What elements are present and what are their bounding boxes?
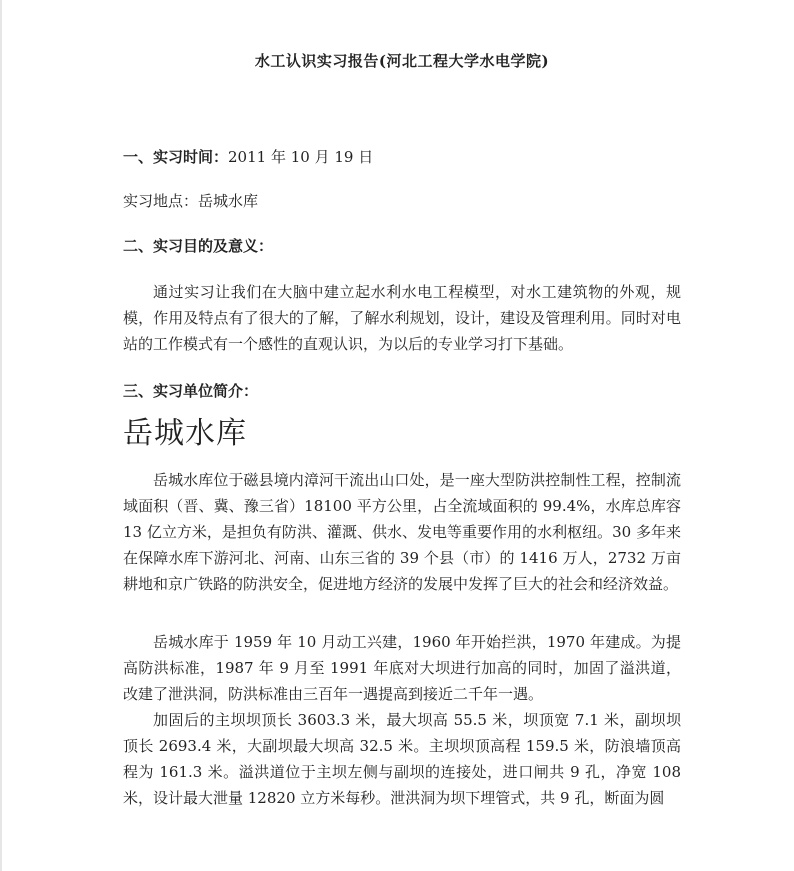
section3-heading: 三、实习单位简介： <box>123 382 259 400</box>
purpose-paragraph: 通过实习让我们在大脑中建立起水利水电工程模型，对水工建筑物的外观，规模，作用及特点有了很大的了解，了解水利规划，设计，建设及管理利用。同时对电站的工作模式有一个感性的直观认识，为以后的专业学习打下基础。 <box>123 283 681 353</box>
practice-location-line <box>123 190 258 211</box>
page-left-border <box>0 0 2 871</box>
practice-time-line <box>123 146 373 167</box>
intro-paragraph-2: 岳城水库于 1959 年 10 月动工兴建，1960 年开始拦洪，1970 年建成。为提高防洪标准，1987 年 9 月至 1991 年底对大坝进行加高的同时，加固了溢洪道，改建了泄洪洞，防洪标准由三百年一遇提高到接近二千年一遇。 <box>123 633 681 703</box>
unit-title: 岳城水库 <box>123 416 247 451</box>
intro-paragraph-3: 加固后的主坝坝顶长 3603.3 米，最大坝高 55.5 米，坝顶宽 7.1 米，副坝坝顶长 2693.4 米，大副坝最大坝高 32.5 米。主坝坝顶高程 159.5 米，防浪墙顶高程为 161.3 米。溢洪道位于主坝左侧与副坝的连接处，进口闸共 9 孔，净宽 108 米，设计最大泄量 12820 立方米每秒。泄洪洞为坝下埋管式，共 9 孔，断面为圆 <box>123 711 681 807</box>
practice-location-label: 实习地点： <box>123 192 199 210</box>
intro-paragraph-1: 岳城水库位于磁县境内漳河干流出山口处，是一座大型防洪控制性工程，控制流域面积（晋、冀、豫三省）18100 平方公里，占全流域面积的 99.4%，水库总库容 13 亿立方米，是担负有防洪、灌溉、供水、发电等重要作用的水利枢纽。30 多年来在保障水库下游河北、河南、山东三省的 39 个县（市）的 1416 万人，2732 万亩耕地和京广铁路的防洪安全，促进地方经济的发展中发挥了巨大的社会和经济效益。 <box>123 471 681 593</box>
section2-heading: 二、实习目的及意义： <box>123 237 274 255</box>
practice-time-value: 2011 年 10 月 19 日 <box>228 148 374 166</box>
practice-location-value: 岳城水库 <box>198 192 259 210</box>
document-title: 水工认识实习报告(河北工程大学水电学院) <box>254 52 550 70</box>
section1-heading: 一、实习时间： <box>123 148 229 166</box>
